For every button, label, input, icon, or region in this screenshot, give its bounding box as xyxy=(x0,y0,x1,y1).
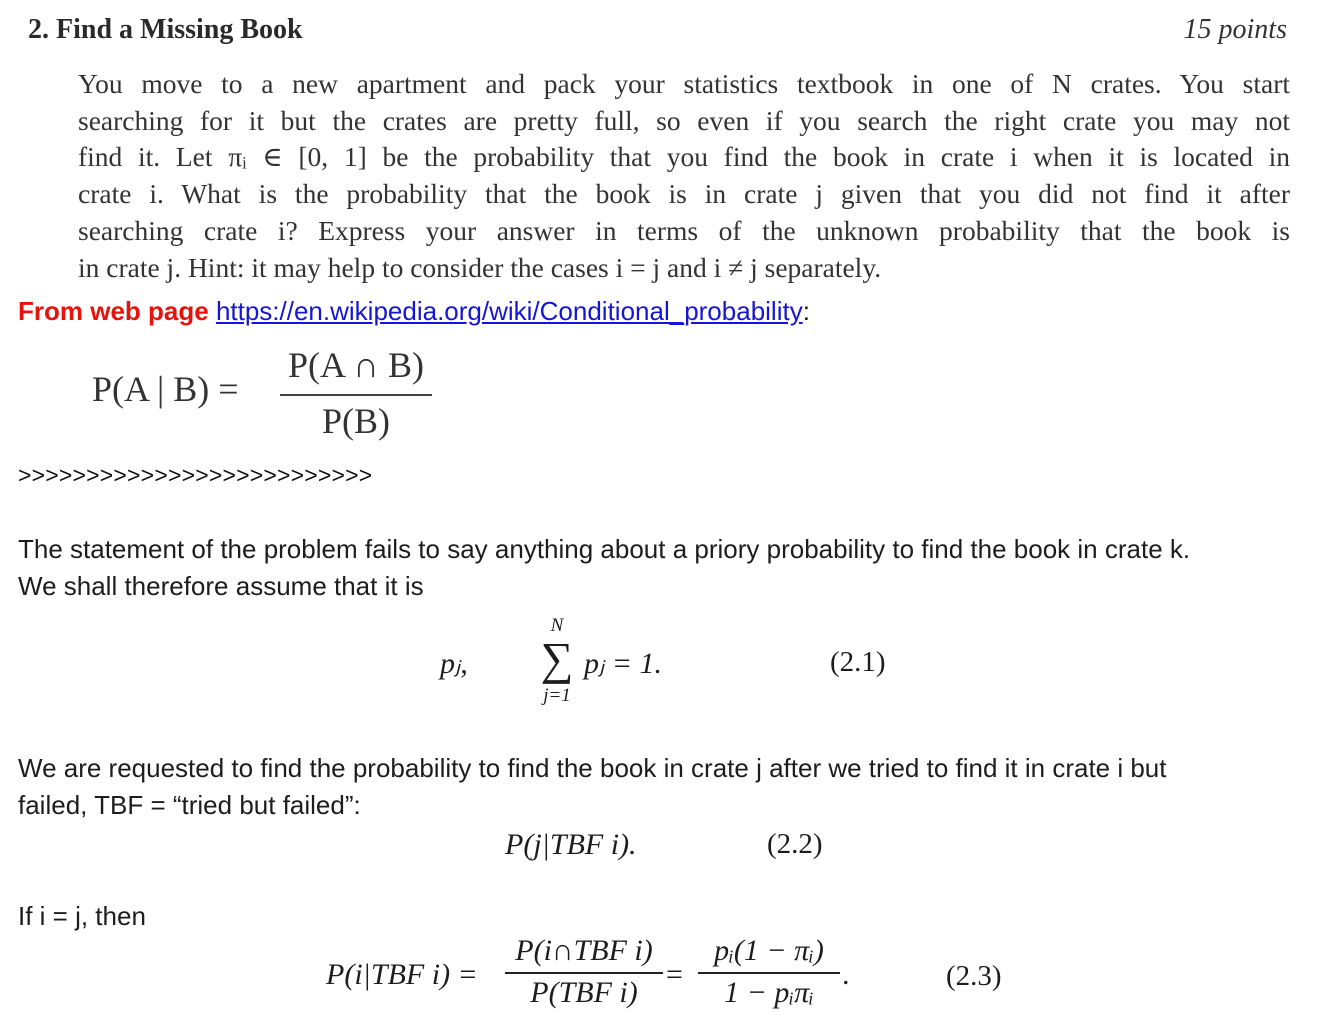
equation-number: (2.1) xyxy=(830,646,886,678)
wikipedia-link[interactable]: https://en.wikipedia.org/wiki/Conditional_probability xyxy=(215,296,803,326)
sigma-symbol: ∑ xyxy=(540,633,574,684)
problem-line: crate i. What is the probability that the book is in crate j given that you did not find it after xyxy=(78,178,1290,210)
bayes-denominator: P(B) xyxy=(321,401,390,441)
eq23-lhs: P(i|TBF i) = xyxy=(326,958,478,991)
bayes-formula-fraction xyxy=(280,344,432,442)
equation-number: (2.3) xyxy=(946,960,1002,992)
eq22-body: P(j|TBF i). xyxy=(505,828,637,861)
problem-line: searching for it but the crates are pretty full, so even if you search the right crate you may not xyxy=(78,104,1290,136)
web-source-colon: : xyxy=(802,296,810,326)
problem-title: 2. Find a Missing Book xyxy=(28,14,303,45)
problem-line: searching crate i? Express your answer in terms of the unknown probability that the book is xyxy=(78,214,1290,246)
sum-upper-limit: N xyxy=(550,615,564,636)
problem-line: find it. Let πᵢ ∈ [0, 1] be the probability that you find the book in crate i when it is located in xyxy=(78,141,1290,173)
equals-sign: = xyxy=(666,958,683,991)
bayes-numerator: P(A ∩ B) xyxy=(287,345,425,385)
eq23-frac1-numerator: P(i∩TBF i) xyxy=(515,934,653,967)
paragraph-line: We shall therefore assume that it is xyxy=(18,571,424,601)
problem-line: in crate j. Hint: it may help to consider the cases i = j and i ≠ j separately. xyxy=(78,251,882,283)
period: . xyxy=(842,958,850,991)
paragraph-line: The statement of the problem fails to say anything about a priory probability to find the book in crate k. xyxy=(18,534,1191,564)
eq21-term: pⱼ, xyxy=(440,647,468,680)
eq23-frac1-denominator: P(TBF i) xyxy=(530,976,638,1009)
web-source xyxy=(18,296,810,327)
eq23-frac2-denominator: 1 − pᵢπᵢ xyxy=(724,976,814,1009)
equation-number: (2.2) xyxy=(767,828,823,860)
problem-points: 15 points xyxy=(1183,14,1287,45)
eq23-fraction-2 xyxy=(698,934,840,1010)
paragraph-line: If i = j, then xyxy=(18,901,146,931)
separator-arrows: >>>>>>>>>>>>>>>>>>>>>>>>>> xyxy=(18,462,373,488)
problem-line: You move to a new apartment and pack your statistics textbook in one of N crates. You start xyxy=(78,68,1290,99)
fraction-bar xyxy=(698,972,840,974)
bayes-formula-lhs: P(A | B) = xyxy=(92,369,239,409)
eq23-frac2-numerator: pᵢ(1 − πᵢ) xyxy=(714,934,824,967)
problem-statement xyxy=(78,66,1290,286)
fraction-bar xyxy=(505,972,663,974)
paragraph-line: failed, TBF = “tried but failed”: xyxy=(18,790,361,820)
summation xyxy=(534,615,580,707)
eq23-fraction-1 xyxy=(505,934,663,1010)
paragraph-line: We are requested to find the probability to find the book in crate j after we tried to find it in crate i but xyxy=(18,753,1167,783)
sum-lower-limit: j=1 xyxy=(543,685,571,706)
eq21-body: pⱼ = 1. xyxy=(584,647,662,680)
web-source-label: From web page xyxy=(18,296,209,326)
fraction-bar xyxy=(280,394,432,396)
